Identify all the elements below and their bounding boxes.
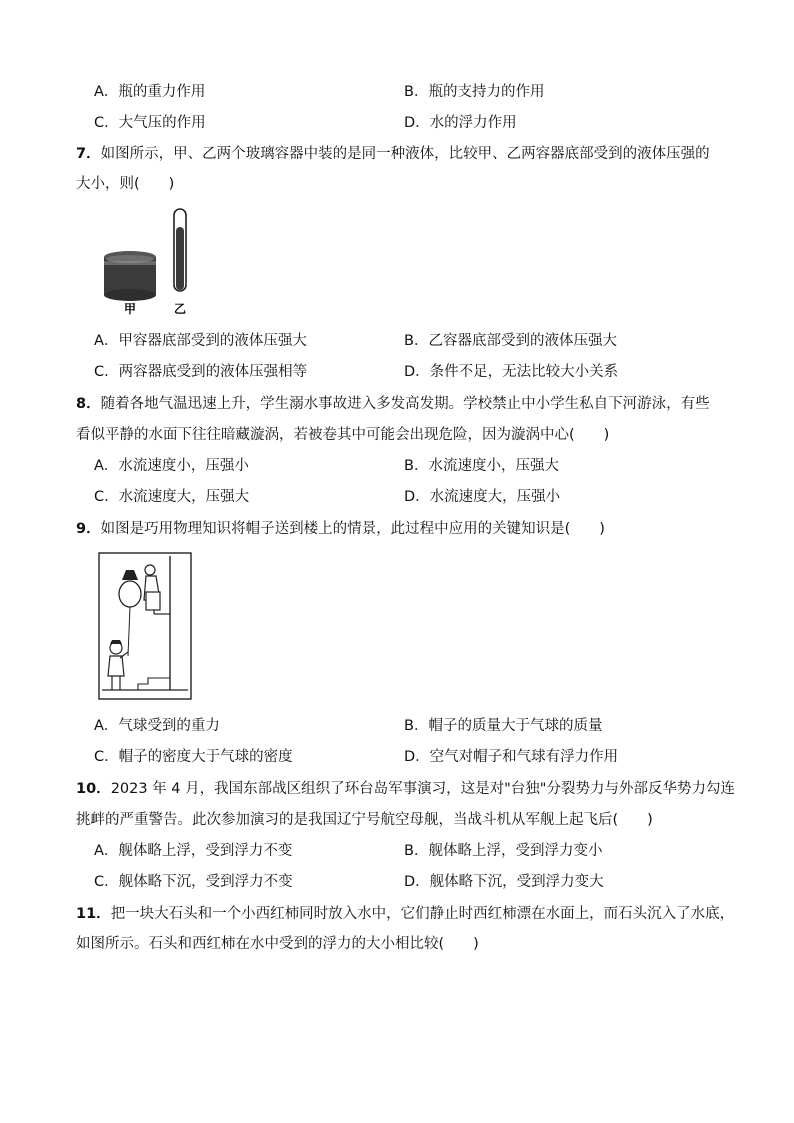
q8-text-1: 随着各地气温迅速上升，学生溺水事故进入多发高发期。学校禁止中小学生私自下河游泳，有些 [100,396,710,412]
q10-option-d: D．舰体略下沉，受到浮力变大 [404,874,604,890]
q7-option-d: D．条件不足，无法比较大小关系 [404,364,619,380]
q10-option-c: C．舰体略下沉，受到浮力不变 [94,874,293,890]
q11-number: 11． [76,906,111,922]
q7-option-a: A．甲容器底部受到的液体压强大 [94,333,307,349]
fig-label-yi: 乙 [174,302,187,316]
q10-stem-line2: 挑衅的严重警告。此次参加演习的是我国辽宁号航空母舰，当战斗机从军舰上起飞后( ) [76,812,653,828]
q7-text-1: 如图所示，甲、乙两个玻璃容器中装的是同一种液体，比较甲、乙两容器底部受到的液体压强的 [100,146,710,162]
q9-option-c: C．帽子的密度大于气球的密度 [94,749,293,765]
q9-option-d: D．空气对帽子和气球有浮力作用 [404,749,619,765]
q9-number: 9． [76,521,101,537]
q9-stem-line1 [76,519,605,539]
q8-stem-line2: 看似平静的水面下往往暗藏漩涡，若被卷其中可能会出现危险，因为漩涡中心( ) [76,427,610,443]
q6-option-a: A．瓶的重力作用 [94,84,206,100]
q11-stem-line2: 如图所示。石头和西红柿在水中受到的浮力的大小相比较( ) [76,936,479,952]
q8-option-d: D．水流速度大，压强小 [404,489,561,505]
q6-option-d: D．水的浮力作用 [404,115,517,131]
q10-number: 10． [76,781,111,797]
q8-stem-line1 [76,394,710,414]
q9-balloon-hat-figure [98,552,192,700]
q10-option-b: B．舰体略上浮，受到浮力变小 [404,843,603,859]
q7-option-c: C．两容器底受到的液体压强相等 [94,364,308,380]
q7-containers-figure [100,205,210,320]
q7-stem-line2: 大小，则( ) [76,176,175,192]
q9-option-a: A．气球受到的重力 [94,718,220,734]
q9-option-b: B．帽子的质量大于气球的质量 [404,718,603,734]
q11-stem-line1 [76,904,734,924]
q8-option-a: A．水流速度小，压强小 [94,458,249,474]
q8-option-c: C．水流速度大，压强大 [94,489,250,505]
q8-option-b: B．水流速度小，压强大 [404,458,559,474]
fig-label-jia: 甲 [124,302,137,316]
q11-text-1: 把一块大石头和一个小西红柿同时放入水中，它们静止时西红柿漂在水面上，而石头沉入了水底， [110,906,735,922]
q6-option-c: C．大气压的作用 [94,115,206,131]
q9-text-1: 如图是巧用物理知识将帽子送到楼上的情景，此过程中应用的关键知识是( ) [100,521,605,537]
q6-option-b: B．瓶的支持力的作用 [404,84,545,100]
container-yi [174,209,186,291]
q10-stem-line1 [76,779,735,799]
q7-option-b: B．乙容器底部受到的液体压强大 [404,333,617,349]
q7-stem-line1 [76,144,710,164]
balloon-icon [119,581,141,607]
q8-number: 8． [76,396,101,412]
q10-option-a: A．舰体略上浮，受到浮力不变 [94,843,293,859]
container-jia [104,251,156,301]
q10-text-1: 2023 年 4 月，我国东部战区组织了环台岛军事演习，这是对"台独"分裂势力与外部反华势力勾连 [110,781,735,797]
q7-number: 7． [76,146,101,162]
